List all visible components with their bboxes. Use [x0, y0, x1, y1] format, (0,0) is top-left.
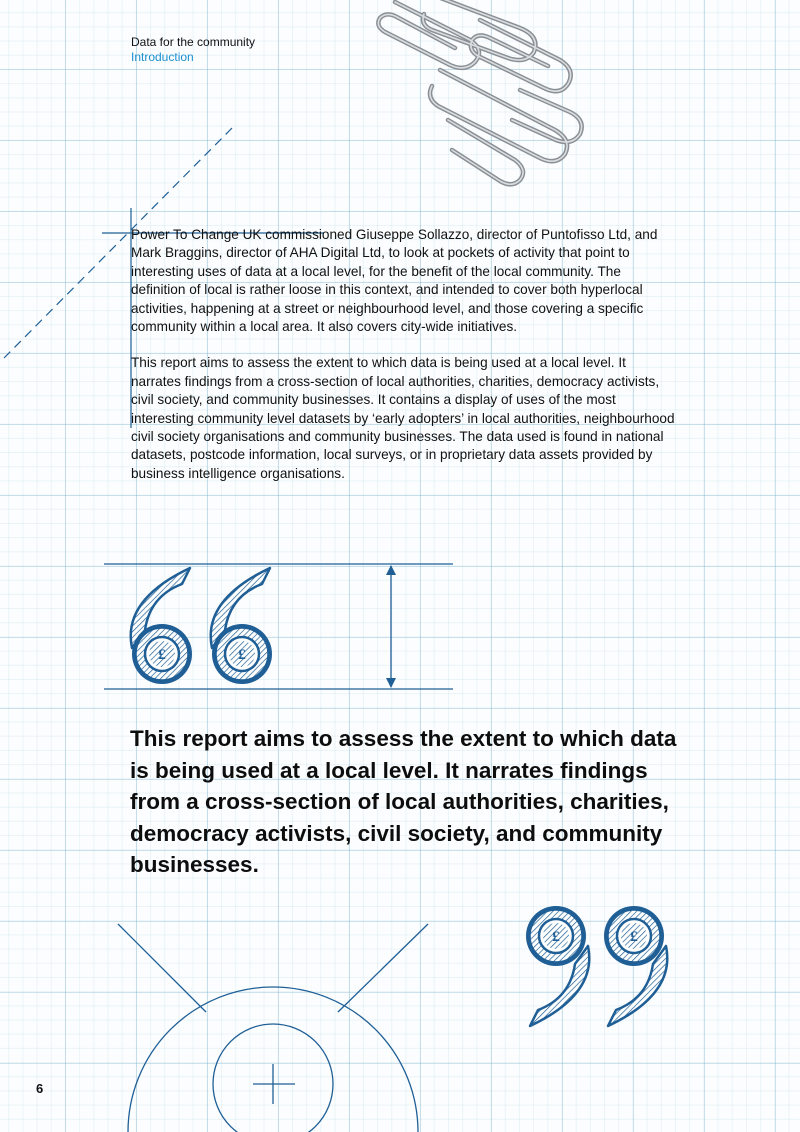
body-text: [131, 226, 676, 483]
page-number: 6: [36, 1081, 44, 1096]
svg-text:£: £: [238, 647, 246, 663]
svg-text:£: £: [630, 929, 638, 945]
open-quote-icon: [131, 568, 272, 684]
subsection-title: Introduction: [131, 50, 194, 64]
paragraph: This report aims to assess the extent to which data is being used at a local level. It narrates findings from a cross-section of local authorities, charities, democracy activists, civil society, and community businesses. It contains a display of uses of the most interesting community level datasets by ‘early adopters’ in local authorities, neighbourhood civil society organisations and community businesses. The data used is found in national datasets, postcode information, local surveys, or in proprietary data assets provided by business intelligence organisations.: [131, 355, 675, 481]
pull-quote: This report aims to assess the extent to which data is being used at a local level. It narrates findings from a cross-section of local authorities, charities, democracy activists, civil society, and community businesses.: [130, 726, 677, 878]
svg-text:£: £: [552, 929, 560, 945]
paragraph: Power To Change UK commissioned Giuseppe Sollazzo, director of Puntofisso Ltd, and Mark Braggins, director of AHA Digital Ltd, to look at pockets of activity that point to interesting uses of data at a local level, for the benefit of the local community. The definition of local is rather loose in this context, and intended to cover both hyperlocal activities, happening at a street or neighbourhood level, and those covering a specific community within a local area. It also covers city-wide initiatives.: [131, 227, 658, 335]
target-diagram: [118, 924, 428, 1132]
svg-text:£: £: [158, 647, 166, 663]
paperclips-image: [378, 0, 581, 184]
section-title: Data for the community: [131, 35, 256, 49]
close-quote-icon: [526, 906, 667, 1026]
running-header: [131, 35, 255, 65]
